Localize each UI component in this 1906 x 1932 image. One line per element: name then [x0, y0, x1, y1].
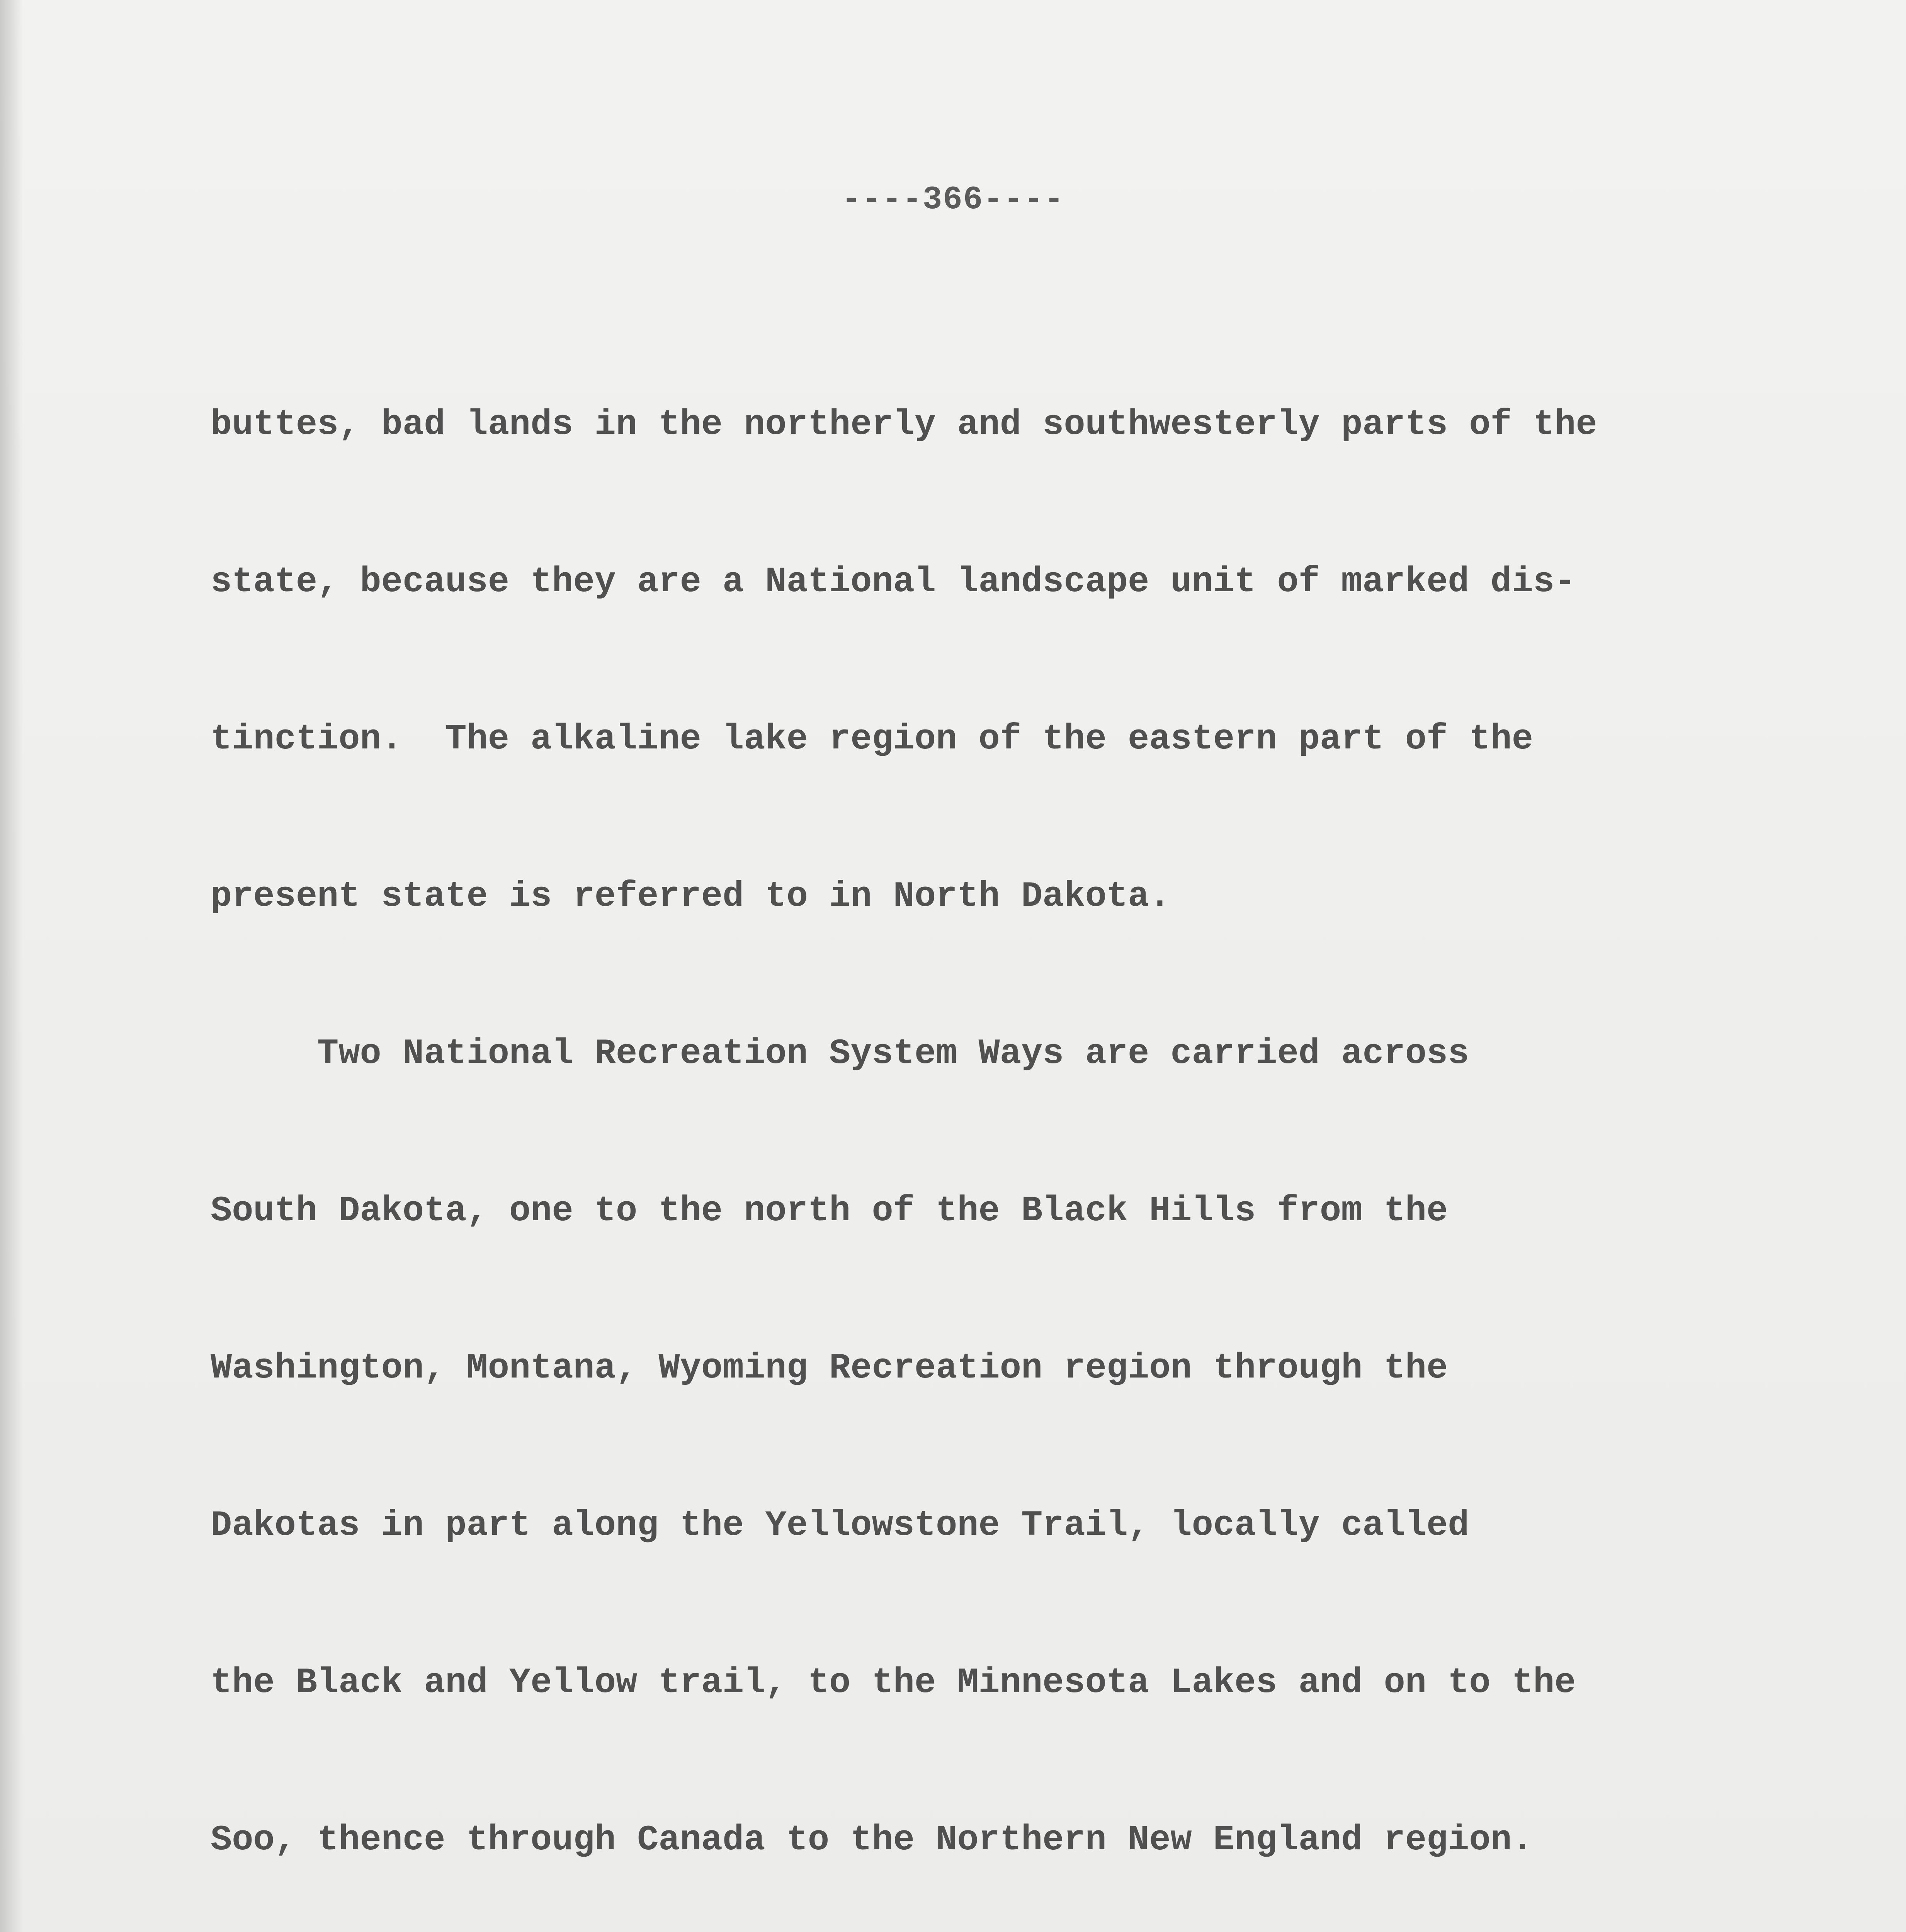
paper-edge-shadow [0, 0, 23, 1932]
text-line: Two National Recreation System Ways are carried across [211, 1033, 1469, 1074]
body-text [211, 305, 1752, 1932]
text-line: Washington, Montana, Wyoming Recreation region through the [211, 1348, 1448, 1388]
text-line: buttes, bad lands in the northerly and southwesterly parts of the [211, 404, 1597, 445]
text-line: the Black and Yellow trail, to the Minnesota Lakes and on to the [211, 1662, 1576, 1703]
page-number: ----366---- [842, 182, 1064, 218]
text-line: state, because they are a National landscape unit of marked dis- [211, 561, 1576, 602]
text-line: Soo, thence through Canada to the Northern New England region. [211, 1820, 1533, 1860]
text-line: tinction. The alkaline lake region of the eastern part of the [211, 719, 1533, 759]
text-line: Dakotas in part along the Yellowstone Trail, locally called [211, 1505, 1469, 1546]
text-line: South Dakota, one to the north of the Black Hills from the [211, 1190, 1448, 1231]
text-line: present state is referred to in North Dakota. [211, 876, 1171, 917]
